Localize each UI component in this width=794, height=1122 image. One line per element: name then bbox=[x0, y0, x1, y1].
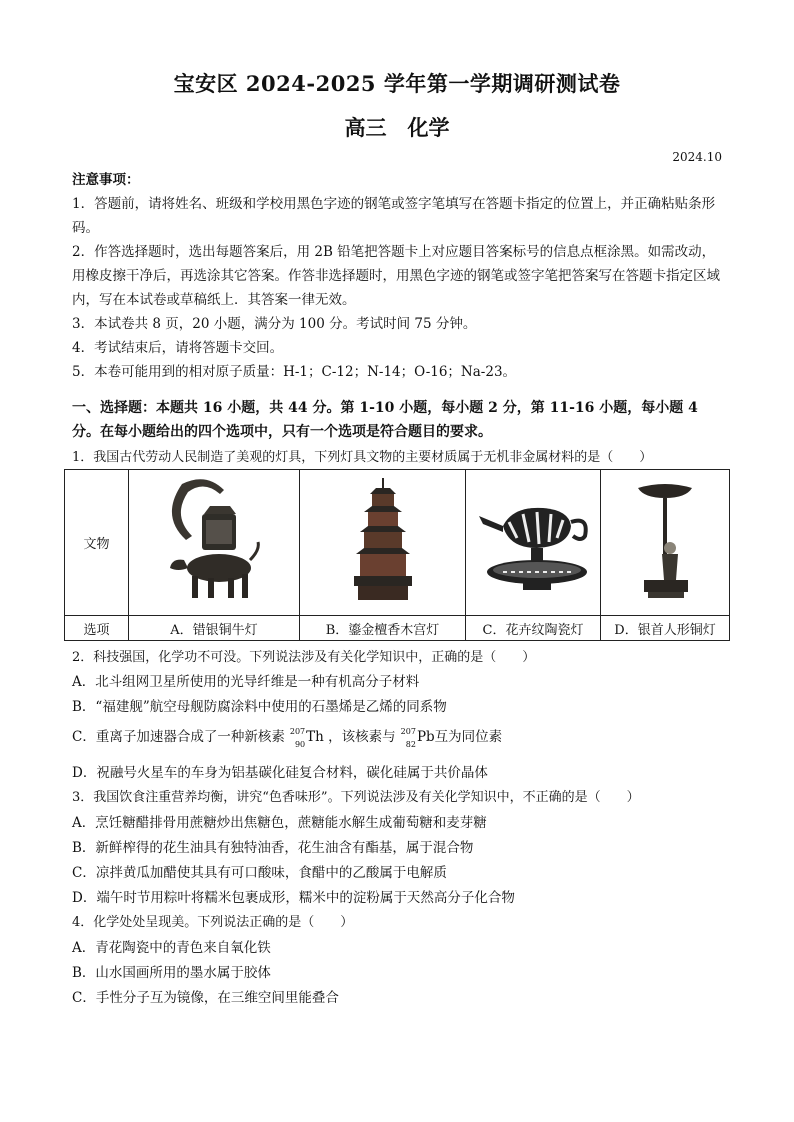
q2-option-d: D．祝融号火星车的车身为铝基碳化硅复合材料，碳化硅属于共价晶体 bbox=[72, 765, 488, 781]
q1-relic-table bbox=[64, 469, 730, 641]
nuclide-th-symbol: Th bbox=[306, 729, 324, 745]
relic-b-image bbox=[300, 470, 466, 616]
relic-option-c: C．花卉纹陶瓷灯 bbox=[466, 616, 601, 641]
nuclide-pb-notation bbox=[400, 726, 416, 750]
q3-option-c: C．凉拌黄瓜加醋使其具有可口酸味，食醋中的乙酸属于电解质 bbox=[72, 865, 447, 881]
notice-item-2: 2．作答选择题时，选出每题答案后，用 2B 铅笔把答题卡上对应题目答案标号的信息点框涂黑。如需改动，用橡皮擦干净后，再选涂其它答案。作答非选择题时，用黑色字迹的钢笔或签字笔把答案写在答题卡指定区域内，写在本试卷或草稿纸上．其答案一律无效。 bbox=[72, 244, 720, 308]
q3-option-d: D．端午时节用粽叶将糯米包裹成形，糯米中的淀粉属于天然高分子化合物 bbox=[72, 890, 515, 906]
q2-option-c-suffix: 互为同位素 bbox=[434, 729, 503, 745]
q3-option-b: B．新鲜榨得的花生油具有独特油香，花生油含有酯基，属于混合物 bbox=[72, 840, 474, 856]
q4-option-a: A．青花陶瓷中的青色来自氧化铁 bbox=[72, 940, 271, 956]
relic-option-a: A．错银铜牛灯 bbox=[129, 616, 300, 641]
q4-option-c: C．手性分子互为镜像，在三维空间里能叠合 bbox=[72, 990, 339, 1006]
notice-section bbox=[72, 168, 724, 384]
option-row-label: 选项 bbox=[65, 616, 129, 641]
q2-option-c-prefix: C．重离子加速器合成了一种新核素 bbox=[72, 729, 285, 745]
exam-subject: 高三 化学 bbox=[344, 115, 450, 140]
nuclide-th-mass: 207 bbox=[289, 726, 306, 736]
q2-option-a: A．北斗组网卫星所使用的光导纤维是一种有机高分子材料 bbox=[72, 674, 420, 690]
silver-head-bronze-lamp-icon bbox=[630, 476, 700, 606]
notice-item-5: 5．本卷可能用到的相对原子质量：H-1；C-12；N-14；O-16；Na-23。 bbox=[72, 364, 517, 380]
q3-stem: 3．我国饮食注重营养均衡，讲究“色香味形”。下列说法涉及有关化学知识中，不正确的是（ ） bbox=[72, 790, 640, 805]
q2-option-c bbox=[72, 725, 732, 750]
relic-option-b: B．鎏金檀香木宫灯 bbox=[300, 616, 466, 641]
relic-d-image bbox=[601, 470, 730, 616]
ceramic-lamp-icon bbox=[473, 486, 593, 596]
exam-title: 宝安区 2024-2025 学年第一学期调研测试卷 bbox=[173, 71, 621, 96]
q4-stem: 4．化学处处呈现美。下列说法正确的是（ ） bbox=[72, 915, 354, 930]
q2-stem: 2．科技强国，化学功不可没。下列说法涉及有关化学知识中，正确的是（ ） bbox=[72, 650, 536, 665]
section1-heading: 一、选择题：本题共 16 小题，共 44 分。第 1-10 小题，每小题 2 分，第 11-16 小题，每小题 4 分。在每小题给出的四个选项中，只有一个选项是符合题目的要求。 bbox=[72, 400, 698, 440]
nuclide-th-notation bbox=[289, 726, 305, 750]
notice-item-3: 3．本试卷共 8 页，20 小题，满分为 100 分。考试时间 75 分钟。 bbox=[72, 316, 477, 332]
gilded-palace-lamp-icon bbox=[348, 476, 418, 606]
nuclide-pb-mass: 207 bbox=[400, 726, 416, 736]
bronze-ox-lamp-icon bbox=[164, 476, 264, 606]
q1-stem: 1．我国古代劳动人民制造了美观的灯具，下列灯具文物的主要材质属于无机非金属材料的是（ ） bbox=[72, 450, 653, 465]
nuclide-pb-atomic: 82 bbox=[405, 739, 416, 749]
relic-c-image bbox=[466, 470, 601, 616]
q4-option-b: B．山水国画所用的墨水属于胶体 bbox=[72, 965, 271, 981]
nuclide-pb-symbol: Pb bbox=[416, 729, 435, 745]
notice-item-1: 1．答题前，请将姓名、班级和学校用黑色字迹的钢笔或签字笔填写在答题卡指定的位置上，并正确粘贴条形码。 bbox=[72, 196, 716, 236]
q2-option-b: B．“福建舰”航空母舰防腐涂料中使用的石墨烯是乙烯的同系物 bbox=[72, 699, 447, 715]
notice-heading: 注意事项： bbox=[72, 172, 140, 188]
exam-date: 2024.10 bbox=[672, 150, 722, 164]
nuclide-th-atomic: 90 bbox=[294, 739, 306, 749]
relic-option-d: D．银首人形铜灯 bbox=[601, 616, 730, 641]
notice-item-4: 4．考试结束后，请将答题卡交回。 bbox=[72, 340, 284, 356]
relic-a-image bbox=[129, 470, 300, 616]
q2-option-c-middle: ，该核素与 bbox=[328, 729, 396, 745]
q3-option-a: A．烹饪糖醋排骨用蔗糖炒出焦糖色，蔗糖能水解生成葡萄糖和麦芽糖 bbox=[72, 815, 487, 831]
relic-row-label: 文物 bbox=[65, 470, 129, 616]
